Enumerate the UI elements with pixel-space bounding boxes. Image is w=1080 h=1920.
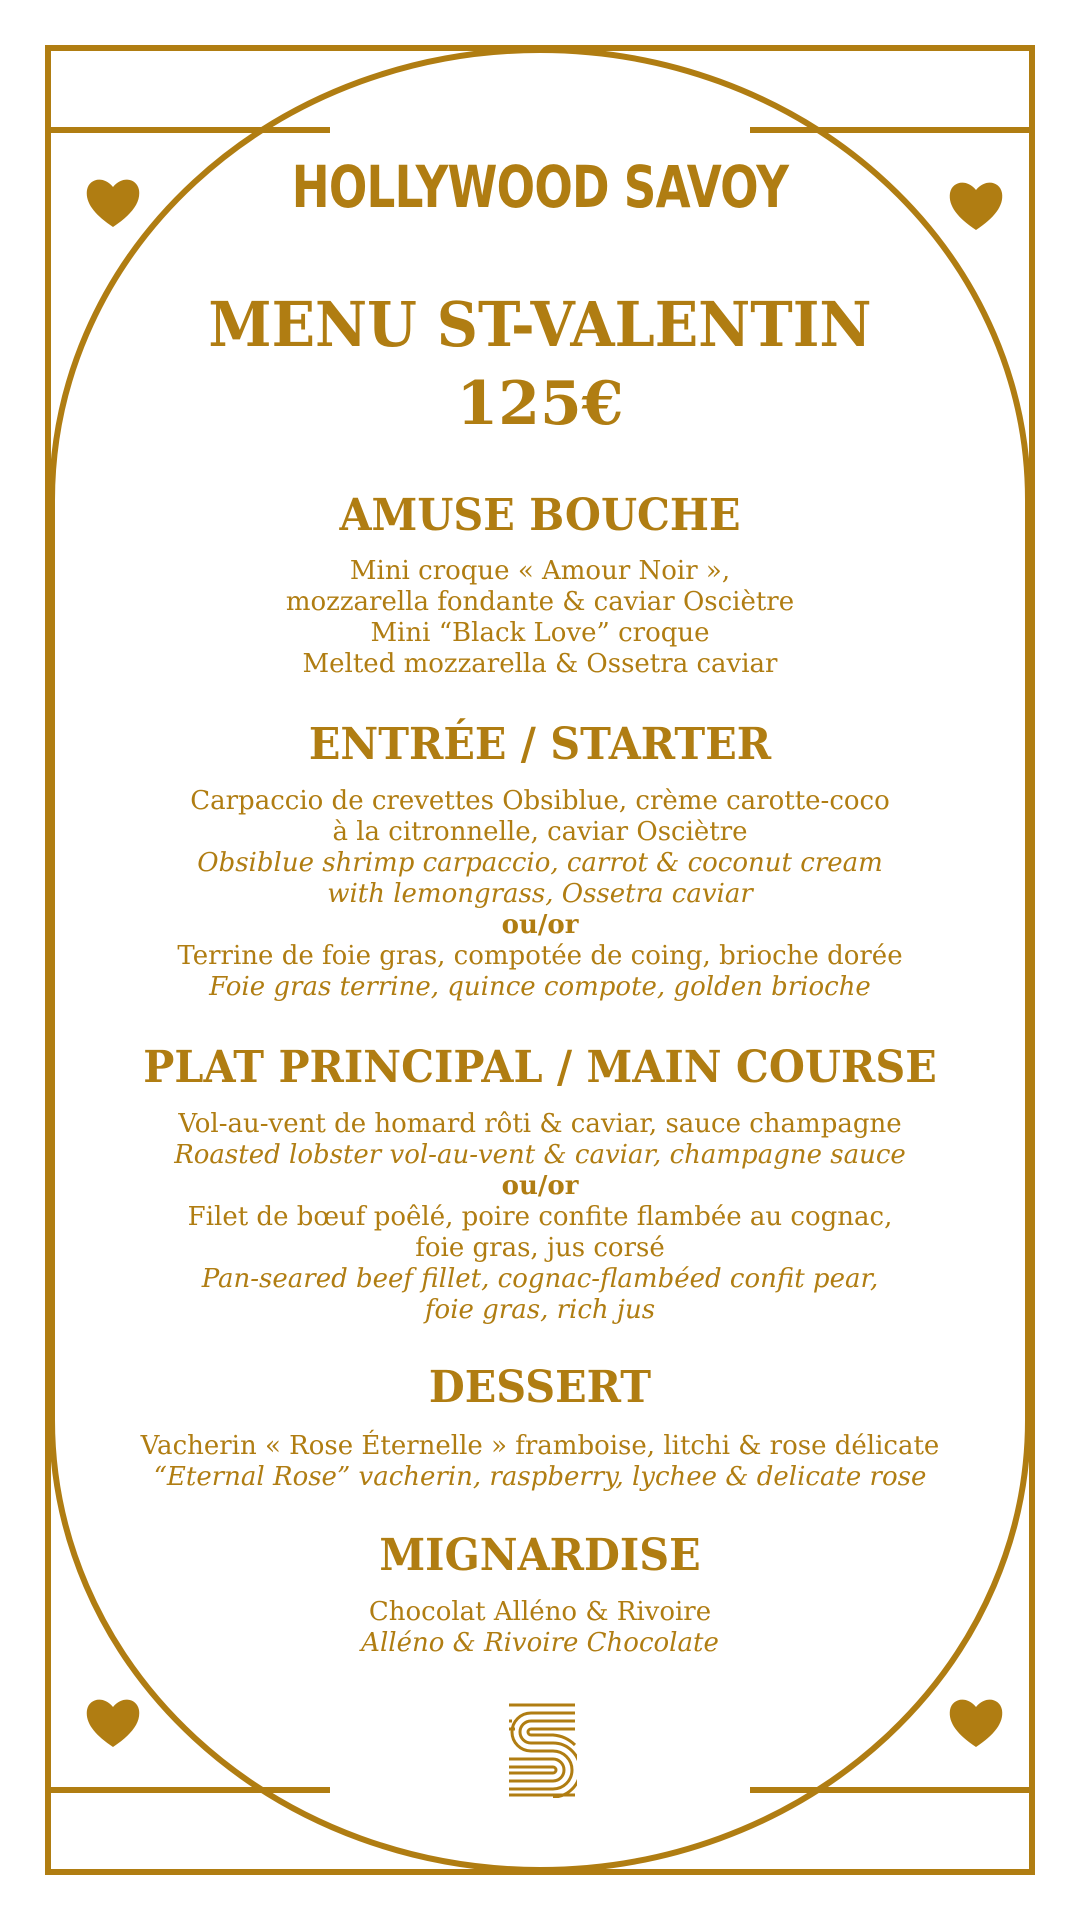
dish-line: Mini croque « Amour Noir », (349, 556, 731, 586)
dish-line: Carpaccio de crevettes Obsiblue, crème carotte-coco (190, 786, 890, 816)
dish-line: à la citronnelle, caviar Osciètre (332, 817, 748, 847)
dish-line: Vol-au-vent de homard rôti & caviar, sauce champagne (178, 1109, 902, 1139)
section-main-course-lines (0, 1109, 1080, 1326)
dish-line: mozzarella fondante & caviar Osciètre (285, 587, 795, 617)
dish-line-english: with lemongrass, Ossetra caviar (327, 879, 753, 909)
brand-name: HOLLYWOOD SAVOY (291, 153, 789, 221)
dish-line-english: Obsiblue shrimp carpaccio, carrot & coconut cream (197, 848, 883, 878)
savoy-s-logo-icon (507, 1702, 577, 1798)
dish-line: Terrine de foie gras, compotée de coing, brioche dorée (177, 941, 903, 971)
menu-price: 125€ (456, 369, 624, 439)
dish-line: Vacherin « Rose Éternelle » framboise, litchi & rose délicate (140, 1431, 940, 1461)
section-starter-lines (0, 786, 1080, 1003)
menu-title: MENU ST-VALENTIN (208, 288, 872, 361)
section-title-starter: ENTRÉE / STARTER (308, 719, 772, 770)
dish-line: Chocolat Alléno & Rivoire (368, 1597, 712, 1627)
section-amuse-bouche-lines (0, 556, 1080, 680)
dish-line-english: Foie gras terrine, quince compote, golden brioche (209, 972, 871, 1002)
dish-line-english: “Eternal Rose” vacherin, raspberry, lychee & delicate rose (153, 1462, 927, 1492)
dish-line: Melted mozzarella & Ossetra caviar (302, 649, 778, 679)
dish-line-english: Roasted lobster vol-au-vent & caviar, champagne sauce (174, 1140, 906, 1170)
dish-line: Mini “Black Love” croque (370, 618, 710, 648)
dish-line-english: foie gras, rich jus (424, 1295, 656, 1325)
section-dessert-lines (0, 1431, 1080, 1493)
section-title-dessert: DESSERT (428, 1362, 652, 1413)
dish-line-english: Alléno & Rivoire Chocolate (361, 1628, 719, 1658)
dish-line-english: Pan-seared beef fillet, cognac-flambéed confit pear, (201, 1264, 879, 1294)
dish-line: foie gras, jus corsé (415, 1233, 665, 1263)
section-mignardise-lines (0, 1597, 1080, 1659)
or-separator: ou/or (501, 910, 579, 940)
section-title-amuse-bouche: AMUSE BOUCHE (339, 490, 741, 541)
dish-line: Filet de bœuf poêlé, poire confite flambée au cognac, (187, 1202, 893, 1232)
section-title-main-course: PLAT PRINCIPAL / MAIN COURSE (143, 1042, 937, 1093)
or-separator: ou/or (501, 1171, 579, 1201)
section-title-mignardise: MIGNARDISE (379, 1530, 701, 1581)
